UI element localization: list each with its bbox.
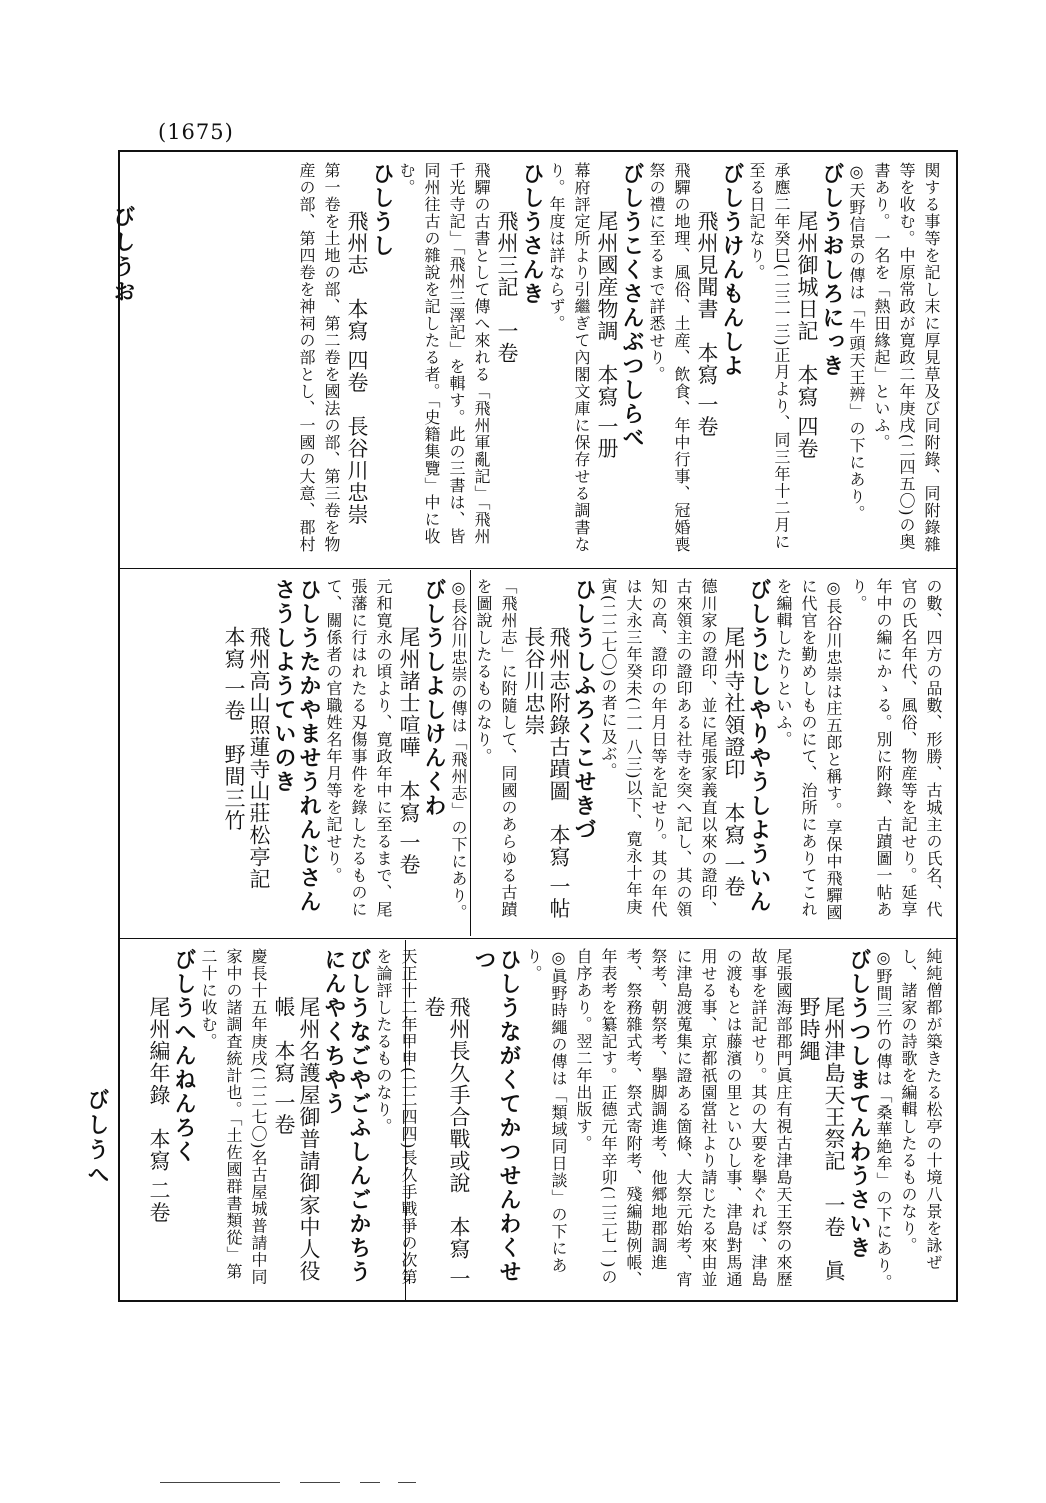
top-band	[166, 162, 944, 560]
scan-dash	[360, 1482, 380, 1483]
heading: ひしうし	[369, 162, 395, 258]
heading: びしうこくさんぶつしらべ	[619, 162, 645, 450]
text-line: 承應二年癸巳(二三一三)正月より、同三年十二月に至る日記なり。	[747, 162, 791, 551]
entry-title: 飛州見聞書 本寫 一卷	[695, 210, 719, 438]
note: ◎天野信景の傳は「牛頭天王辨」の下にあり。	[847, 162, 866, 522]
middle-band	[168, 578, 946, 942]
text-line: 尾張國海部郡門眞庄有視古津島天王祭の來歷故事を詳記せり。其の大要を擧ぐれば、津島の渡もとは藤濱の里といひし事、津島對馬通用せる事、京都祇園當社より請じたる來由並に津島渡蒐集に證ある箇條、大祭元始考、宵祭考、朝祭考、擧脚調進考、他郷地郡調進考、祭務雜式考、祭式寄附考、殘編勘例帳、年表考を纂記す。正德元年辛卯(二三七一)の自序あり。翌二年出版す。	[574, 948, 793, 1288]
text-line: 純純僧都が築きたる松亭の十境八景を詠ぜし、諸家の詩歌を編輯したるものなり。	[899, 948, 943, 1271]
scan-dash	[300, 1482, 340, 1483]
band-divider-1	[118, 568, 958, 569]
heading: びしうけんもんしよ	[719, 162, 745, 378]
entry-title: 尾州編年錄 本寫 二卷	[147, 996, 171, 1224]
entry-title: 尾州名護屋御普請御家中人役帳 本寫 一卷	[272, 996, 321, 1282]
heading: びしうじしやりやうしよういん	[746, 578, 772, 914]
text-line: 飛驒の地理、風俗、土産、飲食、年中行事、冠婚喪祭の禮に至るまで詳悉せり。	[647, 162, 691, 553]
heading: ひしうさんき	[519, 162, 545, 306]
entry-title: 尾州寺社領證印 本寫 一卷	[722, 626, 746, 898]
text-line: 德川家の證印、並に尾張家義直以來の證印、古來領主の證印ある社寺を突へ記し、其の領知の高、證印の年月日等を記せり。其の年代は大永三年癸未(二一八三)以下、寛永十年庚寅(二二七〇)の者に及ぶ。	[599, 578, 718, 918]
heading: びしうなごやごふしんごかちうにんやくちやう	[321, 948, 372, 1284]
entry-title: 尾州御城日記 本寫 四卷	[795, 210, 819, 460]
margin-label-top: びしうお	[110, 205, 136, 305]
text-line: 幕府評定所より引繼ぎて內閣文庫に保存せる調書なり。年度は詳ならず。	[547, 162, 591, 553]
note: ◎眞野時繩の傳は「類域同日談」の下にあり。	[524, 948, 568, 1274]
text-line: 天正十二年甲申(二二四四)長久手戰爭の次第を論評したるものなり。	[374, 948, 418, 1286]
text-line: 「飛州志」に附隨して、同國のあらゆる古蹟を圖說したるものなり。	[474, 578, 518, 918]
heading: びしうつしまてんわうさいき	[846, 948, 872, 1260]
text-line: 飛驒の古書として傳へ來れる「飛州軍亂記」「飛州千光寺記」「飛州三澤記」を輯す。此の三書は、皆同州往古の雜說を記したる者。「史籍集覽」中に收む。	[397, 162, 491, 545]
note: ◎長谷川忠崇は庄五郎と稱す。享保中飛驒國に代官を勤めしものにて、治所にありてこれを編輯したりといふ。	[774, 578, 843, 921]
text-line: 第一卷を土地の部、第二卷を國法の部、第三卷を物産の部、第四卷を神祠の部とし、一國の大意、郡村	[297, 162, 341, 553]
entry-title: 飛州長久手合戰或說 本寫 一卷	[422, 996, 471, 1290]
note: ◎長谷川忠崇の傳は「飛州志」の下にあり。	[449, 578, 468, 921]
margin-label-bottom: びしうへ	[84, 1088, 110, 1188]
entry-title: 尾州津島天王祭記 一卷 眞野時繩	[797, 996, 846, 1282]
heading: びしうへんねんろく	[171, 948, 197, 1164]
text-line: の數、四方の品數、形勝、古城主の氏名、代官の氏名年代、風俗、物産等を記せり。延享年中の編にかゝる。別に附錄、古蹟圖一帖あり。	[849, 578, 943, 918]
entry-title: 尾州諸士喧嘩 本寫 一卷	[397, 626, 421, 876]
scan-dash	[398, 1482, 416, 1483]
entry-title: 飛州三記 一卷	[495, 210, 519, 364]
text-line: 元和寛永の頃より、寛政年中に至るまで、尾張藩に行はれたる刄傷事件を錄したるものにて、關係者の官職姓名年月等を記せり。	[324, 578, 393, 918]
heading: びしうおしろにっき	[819, 162, 845, 378]
note: ◎野間三竹の傳は「桑華絶牟」の下にあり。	[874, 948, 893, 1291]
scan-dash	[160, 1482, 280, 1483]
heading: びしうしよしけんくわ	[421, 578, 447, 818]
entry-title: 飛州志附錄古蹟圖 本寫 一帖 長谷川忠崇	[522, 626, 571, 942]
heading: ひしうしふろくこせきづ	[571, 578, 597, 842]
bottom-band	[130, 948, 946, 1292]
entry-title: 尾州國産物調 本寫 一册	[595, 210, 619, 460]
entry-title: 飛州志 本寫 四卷 長谷川忠崇	[345, 210, 369, 526]
heading: ひしうながくてかつせんわくせつ	[471, 948, 522, 1284]
page-number: (1675)	[158, 120, 234, 144]
heading: ひしうたかやませうれんじさんさうしようていのき	[271, 578, 322, 914]
band-divider-2	[118, 938, 958, 939]
text-line: 慶長十五年庚戌(二二七〇)名古屋城普請中同家中の諸調査統計也。「土佐國群書類從」第二十に收む。	[199, 948, 268, 1286]
entry-title: 飛州高山照蓮寺山莊松亭記 本寫 一卷 野間三竹	[222, 626, 271, 912]
text-line: 関する事等を記し末に厚見草及び同附錄、同附錄雜等を收む。中原常政が寛政二年庚戌(二四五〇)の奥書あり。一名を「熱田緣起」といふ。	[872, 162, 941, 553]
